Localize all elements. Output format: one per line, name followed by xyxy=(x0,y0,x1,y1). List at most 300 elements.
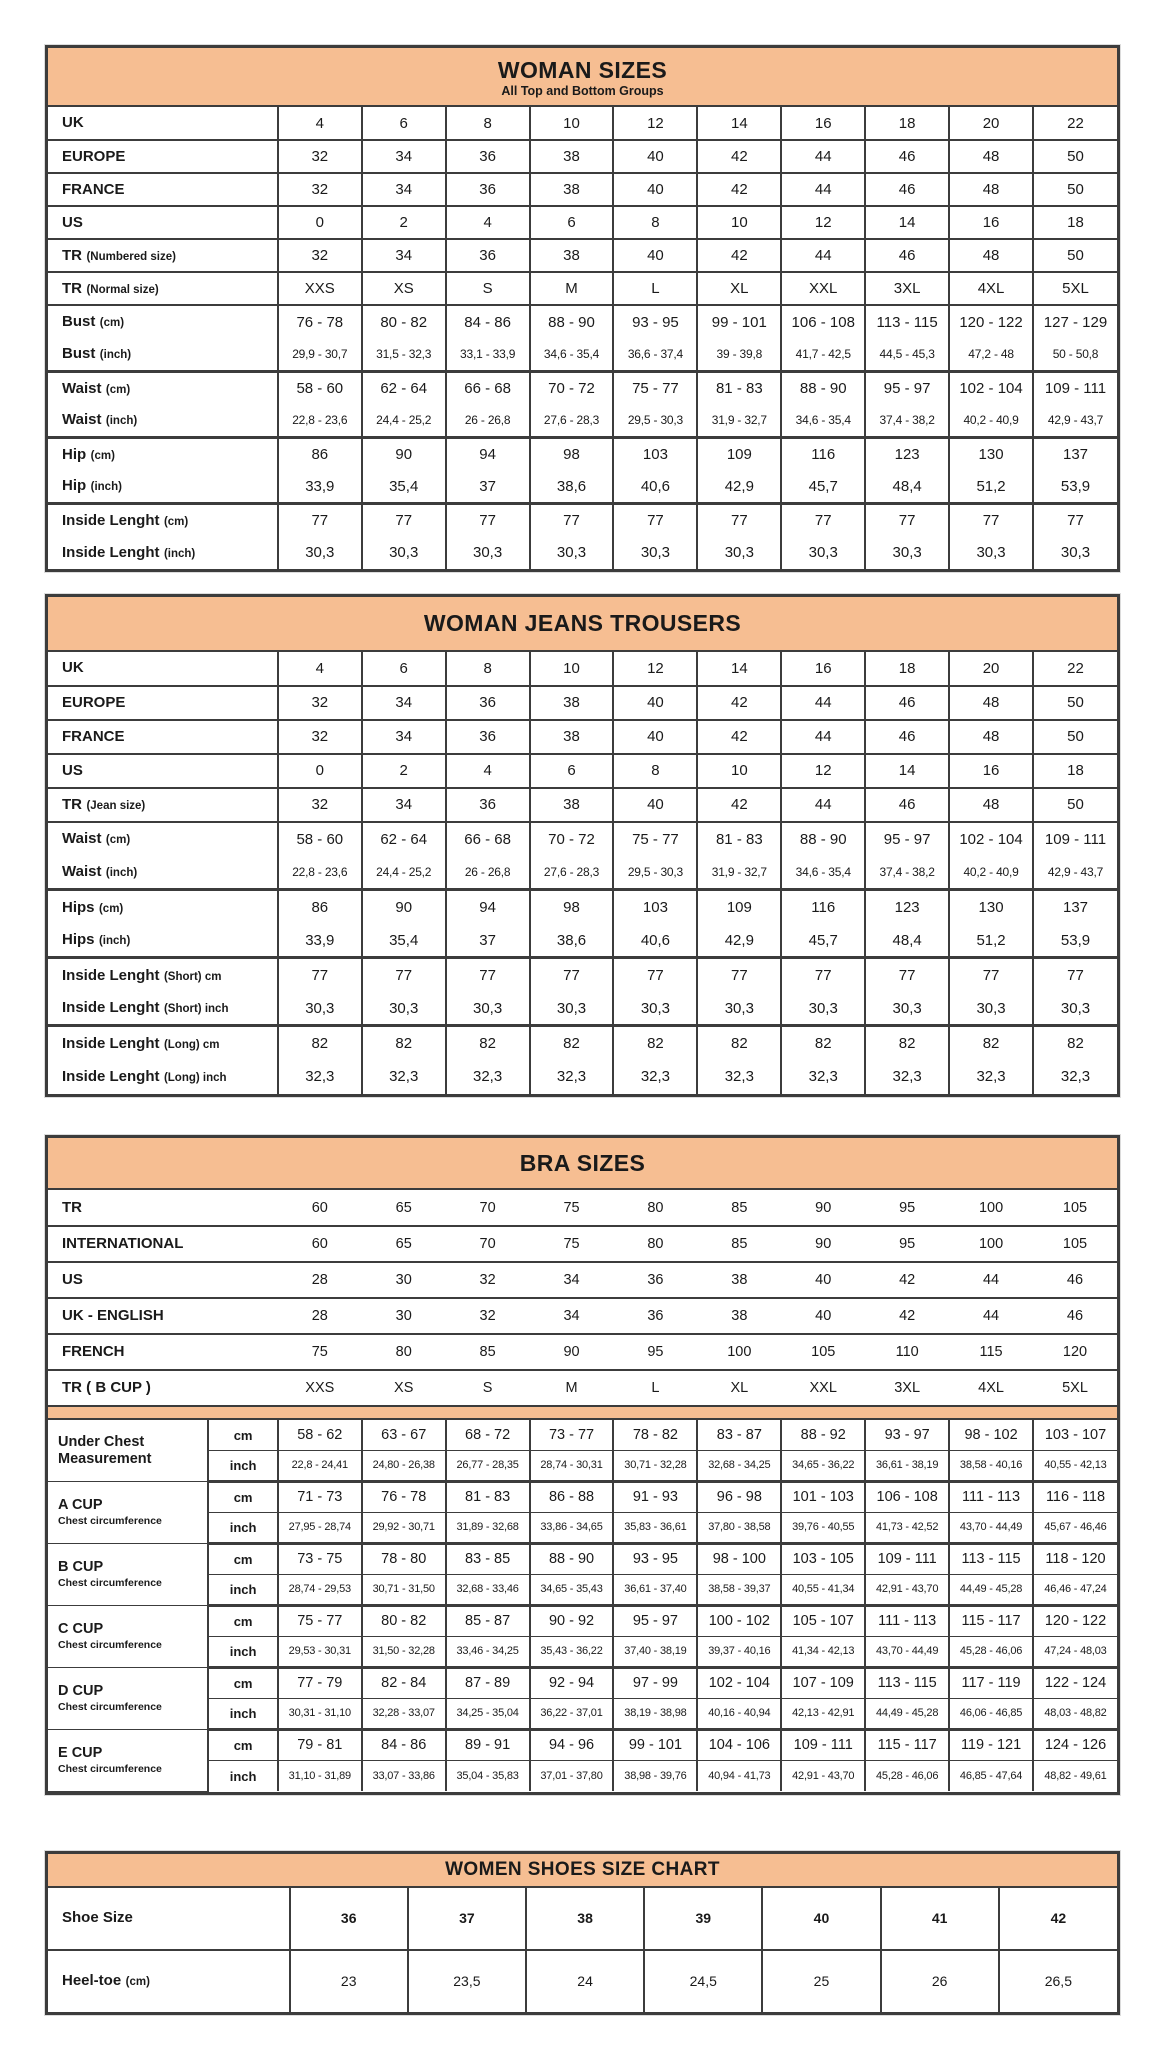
size-value: XXS xyxy=(278,272,362,305)
size-value: 48 xyxy=(949,686,1033,720)
size-value: 80 - 82 xyxy=(362,305,446,338)
size-value: 95 xyxy=(865,1190,949,1226)
size-value: 37,01 - 37,80 xyxy=(530,1760,614,1791)
size-value: 38 xyxy=(530,788,614,822)
size-value: 30,3 xyxy=(278,992,362,1026)
size-value: 38 xyxy=(530,173,614,206)
size-value: 80 xyxy=(613,1190,697,1226)
bra-sizes-title-band xyxy=(48,1138,1117,1190)
size-value: 116 xyxy=(781,437,865,470)
unit-label: cm xyxy=(208,1543,277,1574)
cup-label: B CUP Chest circumference xyxy=(48,1543,208,1605)
size-value: 91 - 93 xyxy=(613,1481,697,1512)
bra-sizes-section xyxy=(45,1135,1120,1795)
size-value: 76 - 78 xyxy=(362,1481,446,1512)
row-label: Bust (cm) xyxy=(62,313,125,331)
row-label: UK - ENGLISH xyxy=(48,1298,278,1334)
size-value: 32 xyxy=(446,1262,530,1298)
size-value: 123 xyxy=(865,437,949,470)
size-value: 86 xyxy=(278,890,362,924)
size-value: L xyxy=(651,1380,660,1397)
size-value: 32,3 xyxy=(865,1060,949,1094)
size-value: 77 xyxy=(278,503,362,536)
size-value: 32 xyxy=(446,1298,530,1334)
size-value: 51,2 xyxy=(949,470,1033,503)
size-value: 50 xyxy=(1033,720,1117,754)
row-label: Hips (cm) xyxy=(62,898,124,916)
size-value: XL xyxy=(730,1380,749,1397)
size-value: 40 xyxy=(613,239,697,272)
size-value: 42 xyxy=(865,1262,949,1298)
size-value: 48,4 xyxy=(865,470,949,503)
row-label: TR ( B CUP ) xyxy=(62,1379,151,1397)
size-value: 32 xyxy=(278,239,362,272)
size-value: 82 xyxy=(865,1026,949,1060)
size-value: 40 xyxy=(762,1888,880,1950)
size-value: L xyxy=(613,272,697,305)
size-value: 36 xyxy=(446,239,530,272)
size-value: 37,80 - 38,58 xyxy=(697,1512,781,1543)
size-value: 30,3 xyxy=(362,536,446,569)
table-title: WOMAN SIZES xyxy=(497,57,668,83)
size-value: 75 - 77 xyxy=(613,822,697,856)
size-value: 46 xyxy=(865,140,949,173)
size-value: 36,22 - 37,01 xyxy=(530,1698,614,1729)
size-value: 29,53 - 30,31 xyxy=(278,1636,362,1667)
size-value: 18 xyxy=(865,107,949,140)
size-value: 78 - 82 xyxy=(613,1419,697,1450)
size-value: 16 xyxy=(781,652,865,686)
size-value: 66 - 68 xyxy=(446,822,530,856)
size-value: 20 xyxy=(949,107,1033,140)
size-value: 77 xyxy=(865,503,949,536)
size-value: 82 xyxy=(781,1026,865,1060)
size-value: 10 xyxy=(530,652,614,686)
size-value: 41,73 - 42,52 xyxy=(865,1512,949,1543)
size-value: 36 xyxy=(446,788,530,822)
size-value: 106 - 108 xyxy=(865,1481,949,1512)
size-value: 40,16 - 40,94 xyxy=(697,1698,781,1729)
size-value: 80 xyxy=(613,1226,697,1262)
size-value: 30,31 - 31,10 xyxy=(278,1698,362,1729)
size-value: 46 xyxy=(865,686,949,720)
size-value: 30,3 xyxy=(1033,992,1117,1026)
size-value: 70 - 72 xyxy=(530,371,614,404)
size-value: 37,4 - 38,2 xyxy=(865,856,949,890)
size-value: 75 xyxy=(530,1190,614,1226)
size-value: 32,3 xyxy=(278,1060,362,1094)
size-value: 75 xyxy=(530,1226,614,1262)
size-value: 46 xyxy=(865,720,949,754)
size-value: 98 xyxy=(530,437,614,470)
divider-band xyxy=(48,1406,1117,1419)
size-value: 44 xyxy=(781,173,865,206)
size-value: 44 xyxy=(949,1298,1033,1334)
size-value: 30,71 - 31,50 xyxy=(362,1574,446,1605)
size-value: 68 - 72 xyxy=(446,1419,530,1450)
size-value: 110 xyxy=(865,1334,949,1370)
size-value: 46,85 - 47,64 xyxy=(949,1760,1033,1791)
row-label: Shoe Size xyxy=(48,1888,290,1950)
size-value: 100 xyxy=(697,1334,781,1370)
size-value: 44 xyxy=(781,239,865,272)
size-value: 30,3 xyxy=(613,992,697,1026)
size-value: 10 xyxy=(697,754,781,788)
size-value: 30,3 xyxy=(362,992,446,1026)
size-value: 97 - 99 xyxy=(613,1667,697,1698)
size-value: 30,3 xyxy=(781,992,865,1026)
size-value: 16 xyxy=(949,754,1033,788)
size-value: 41,7 - 42,5 xyxy=(781,338,865,371)
size-value: 40,55 - 42,13 xyxy=(1033,1450,1117,1481)
size-value: 119 - 121 xyxy=(949,1729,1033,1760)
row-label: TR xyxy=(48,1190,278,1226)
size-value: 32,3 xyxy=(781,1060,865,1094)
size-value: 30,3 xyxy=(781,536,865,569)
size-value: S xyxy=(482,1380,493,1397)
size-value: 32 xyxy=(278,720,362,754)
size-value: 23 xyxy=(290,1950,408,2012)
size-value: 50 xyxy=(1033,239,1117,272)
size-value: 48 xyxy=(949,140,1033,173)
size-value: 30,3 xyxy=(446,992,530,1026)
size-value: 33,1 - 33,9 xyxy=(446,338,530,371)
size-value: 42 xyxy=(697,686,781,720)
size-value: 46 xyxy=(865,173,949,206)
size-value: 44 xyxy=(781,686,865,720)
woman-jeans-title-band xyxy=(48,597,1117,651)
size-value: 30,3 xyxy=(530,992,614,1026)
size-value: 4 xyxy=(446,206,530,239)
size-value: 30,3 xyxy=(949,992,1033,1026)
unit-label: cm xyxy=(208,1667,277,1698)
size-value: 30,3 xyxy=(865,992,949,1026)
size-value: 42,9 xyxy=(697,470,781,503)
size-value: 28,74 - 29,53 xyxy=(278,1574,362,1605)
size-value: 41 xyxy=(881,1888,999,1950)
size-value: 32,68 - 34,25 xyxy=(697,1450,781,1481)
size-value: 103 xyxy=(613,437,697,470)
size-value: 18 xyxy=(1033,754,1117,788)
row-label: TR (Numbered size) xyxy=(48,239,278,272)
size-value: 109 - 111 xyxy=(865,1543,949,1574)
size-value: 4 xyxy=(446,754,530,788)
size-value: 18 xyxy=(1033,206,1117,239)
size-value: 22,8 - 24,41 xyxy=(278,1450,362,1481)
size-value: 120 - 122 xyxy=(1033,1605,1117,1636)
size-value: 48 xyxy=(949,173,1033,206)
size-value: 94 xyxy=(446,890,530,924)
size-value: 4XL xyxy=(949,272,1033,305)
size-value: XXS xyxy=(305,1380,335,1397)
size-value: 31,10 - 31,89 xyxy=(278,1760,362,1791)
size-value: 40 xyxy=(613,720,697,754)
size-value: 5XL xyxy=(1062,1380,1088,1397)
size-value: 73 - 77 xyxy=(530,1419,614,1450)
unit-label: cm xyxy=(208,1419,277,1450)
size-value: 42,9 - 43,7 xyxy=(1033,856,1117,890)
size-value: 38 xyxy=(530,686,614,720)
size-value: 34,65 - 36,22 xyxy=(781,1450,865,1481)
size-value: 33,86 - 34,65 xyxy=(530,1512,614,1543)
size-value: 34 xyxy=(362,720,446,754)
size-value: 77 xyxy=(362,503,446,536)
size-value: 36,61 - 37,40 xyxy=(613,1574,697,1605)
size-value: 35,43 - 36,22 xyxy=(530,1636,614,1667)
size-value: 40,94 - 41,73 xyxy=(697,1760,781,1791)
size-value: 4 xyxy=(278,107,362,140)
size-value: 50 - 50,8 xyxy=(1033,338,1117,371)
size-value: 44,49 - 45,28 xyxy=(949,1574,1033,1605)
size-value: 32,68 - 33,46 xyxy=(446,1574,530,1605)
size-value: 95 - 97 xyxy=(865,822,949,856)
size-value: 32 xyxy=(278,788,362,822)
size-value: 42 xyxy=(697,720,781,754)
size-value: 38 xyxy=(530,140,614,173)
size-value: 32,3 xyxy=(1033,1060,1117,1094)
row-label: TR (Normal size) xyxy=(48,272,278,305)
unit-label: cm xyxy=(208,1481,277,1512)
size-value: 89 - 91 xyxy=(446,1729,530,1760)
size-value: 77 xyxy=(697,958,781,992)
size-value: 24 xyxy=(526,1950,644,2012)
row-label: UK xyxy=(48,652,278,686)
size-value: 60 xyxy=(278,1226,362,1262)
size-value: 48,4 xyxy=(865,924,949,958)
size-value: 88 - 90 xyxy=(530,1543,614,1574)
size-value: 22,8 - 23,6 xyxy=(278,404,362,437)
unit-label: inch xyxy=(208,1574,277,1605)
size-value: 80 xyxy=(362,1334,446,1370)
size-value: 44,5 - 45,3 xyxy=(865,338,949,371)
size-value: 82 xyxy=(362,1026,446,1060)
size-value: 99 - 101 xyxy=(613,1729,697,1760)
size-value: 70 xyxy=(446,1226,530,1262)
size-value: 137 xyxy=(1033,890,1117,924)
size-value: 42,91 - 43,70 xyxy=(865,1574,949,1605)
size-value: 39 xyxy=(644,1888,762,1950)
size-value: 3XL xyxy=(865,272,949,305)
size-value: 34 xyxy=(362,173,446,206)
size-value: 29,5 - 30,3 xyxy=(613,404,697,437)
size-value: 84 - 86 xyxy=(446,305,530,338)
size-value: 93 - 97 xyxy=(865,1419,949,1450)
woman-jeans-grid xyxy=(48,652,1117,1094)
size-value: 76 - 78 xyxy=(278,305,362,338)
size-value: 38,98 - 39,76 xyxy=(613,1760,697,1791)
size-value: 12 xyxy=(781,206,865,239)
size-value: 38,58 - 39,37 xyxy=(697,1574,781,1605)
unit-label: inch xyxy=(208,1760,277,1791)
size-value: 35,4 xyxy=(362,924,446,958)
size-value: 93 - 95 xyxy=(613,305,697,338)
size-value: 27,95 - 28,74 xyxy=(278,1512,362,1543)
shoes-grid xyxy=(48,1888,1117,2012)
size-value: 94 - 96 xyxy=(530,1729,614,1760)
size-value: 23,5 xyxy=(408,1950,526,2012)
size-value: 77 xyxy=(697,503,781,536)
size-value: 90 xyxy=(530,1334,614,1370)
row-label: UK xyxy=(48,107,278,140)
table-title: WOMEN SHOES SIZE CHART xyxy=(445,1858,720,1880)
row-label: TR (Jean size) xyxy=(48,788,278,822)
size-value: 95 xyxy=(865,1226,949,1262)
size-value: 111 - 113 xyxy=(865,1605,949,1636)
size-value: 30,3 xyxy=(697,992,781,1026)
unit-label: inch xyxy=(208,1636,277,1667)
size-value: 105 xyxy=(1033,1190,1117,1226)
size-value: 6 xyxy=(530,754,614,788)
size-value: 45,67 - 46,46 xyxy=(1033,1512,1117,1543)
size-value: XL xyxy=(697,272,781,305)
size-value: 10 xyxy=(697,206,781,239)
size-value: 124 - 126 xyxy=(1033,1729,1117,1760)
size-value: 24,5 xyxy=(644,1950,762,2012)
size-value: 38,19 - 38,98 xyxy=(613,1698,697,1729)
size-value: 36 xyxy=(446,720,530,754)
size-value: 51,2 xyxy=(949,924,1033,958)
size-value: 36 xyxy=(446,173,530,206)
size-value: 100 xyxy=(949,1226,1033,1262)
size-value: 105 xyxy=(781,1334,865,1370)
size-value: 86 - 88 xyxy=(530,1481,614,1512)
size-value: 45,7 xyxy=(781,470,865,503)
size-value: 33,9 xyxy=(278,924,362,958)
row-label: Inside Lenght (inch) xyxy=(62,543,196,561)
size-value: 75 - 77 xyxy=(278,1605,362,1636)
size-value: 32 xyxy=(278,140,362,173)
cup-label: E CUP Chest circumference xyxy=(48,1729,208,1791)
size-value: 32 xyxy=(278,686,362,720)
size-value: 80 - 82 xyxy=(362,1605,446,1636)
woman-jeans-section xyxy=(45,594,1120,1096)
size-value: 130 xyxy=(949,890,1033,924)
row-label: Heel-toe (cm) xyxy=(62,1972,150,1990)
size-value: 40,2 - 40,9 xyxy=(949,404,1033,437)
size-value: 101 - 103 xyxy=(781,1481,865,1512)
size-value: 34 xyxy=(362,140,446,173)
size-value: 38,6 xyxy=(530,924,614,958)
size-value: 81 - 83 xyxy=(697,371,781,404)
size-value: 46,06 - 46,85 xyxy=(949,1698,1033,1729)
size-value: 31,50 - 32,28 xyxy=(362,1636,446,1667)
size-value: 42 xyxy=(999,1888,1117,1950)
size-value: 32,3 xyxy=(949,1060,1033,1094)
size-value: 137 xyxy=(1033,437,1117,470)
bra-sizes-grid xyxy=(48,1190,1117,1792)
size-value: 47,2 - 48 xyxy=(949,338,1033,371)
size-value: 83 - 85 xyxy=(446,1543,530,1574)
size-value: 10 xyxy=(530,107,614,140)
size-value: 75 - 77 xyxy=(613,371,697,404)
size-value: 58 - 60 xyxy=(278,822,362,856)
size-value: 44 xyxy=(781,788,865,822)
size-value: 50 xyxy=(1033,788,1117,822)
size-value: 113 - 115 xyxy=(949,1543,1033,1574)
woman-sizes-section xyxy=(45,45,1120,572)
size-value: 109 xyxy=(697,890,781,924)
size-value: 22 xyxy=(1033,107,1117,140)
size-value: 34 xyxy=(362,239,446,272)
size-value: 36,6 - 37,4 xyxy=(613,338,697,371)
size-value: 26 - 26,8 xyxy=(446,856,530,890)
size-value: 34 xyxy=(362,788,446,822)
size-value: 30,3 xyxy=(446,536,530,569)
size-value: 66 - 68 xyxy=(446,371,530,404)
size-value: 36 xyxy=(446,140,530,173)
woman-sizes-title-band xyxy=(48,48,1117,107)
size-value: 8 xyxy=(446,107,530,140)
size-value: 38 xyxy=(697,1298,781,1334)
size-value: XS xyxy=(362,272,446,305)
size-value: 73 - 75 xyxy=(278,1543,362,1574)
size-value: 34 xyxy=(362,686,446,720)
size-value: 4 xyxy=(278,652,362,686)
size-value: 82 xyxy=(530,1026,614,1060)
size-value: 58 - 62 xyxy=(278,1419,362,1450)
size-value: 8 xyxy=(613,206,697,239)
size-value: 90 - 92 xyxy=(530,1605,614,1636)
size-value: 38 xyxy=(697,1262,781,1298)
size-value: 94 xyxy=(446,437,530,470)
size-value: 42 xyxy=(697,788,781,822)
row-label: Inside Lenght (Short) inch xyxy=(48,992,278,1026)
size-value: 30,3 xyxy=(949,536,1033,569)
size-value: 48,82 - 49,61 xyxy=(1033,1760,1117,1791)
size-value: 37,40 - 38,19 xyxy=(613,1636,697,1667)
cup-label: A CUP Chest circumference xyxy=(48,1481,208,1543)
size-value: 96 - 98 xyxy=(697,1481,781,1512)
cup-label: Under Chest Measurement xyxy=(48,1419,208,1481)
size-value: 90 xyxy=(781,1226,865,1262)
size-value: 46 xyxy=(1033,1298,1117,1334)
size-value: 18 xyxy=(865,652,949,686)
size-value: 46,46 - 47,24 xyxy=(1033,1574,1117,1605)
size-value: 28 xyxy=(278,1262,362,1298)
size-value: 16 xyxy=(781,107,865,140)
size-value: 8 xyxy=(446,652,530,686)
size-value: 118 - 120 xyxy=(1033,1543,1117,1574)
bra-sizes-table xyxy=(45,1135,1120,1795)
size-value: 115 xyxy=(949,1334,1033,1370)
size-value: 82 xyxy=(1033,1026,1117,1060)
size-value: 88 - 92 xyxy=(781,1419,865,1450)
size-value: 120 xyxy=(1033,1334,1117,1370)
size-value: 58 - 60 xyxy=(278,371,362,404)
size-value: 109 - 111 xyxy=(1033,822,1117,856)
size-value: XXL xyxy=(809,1380,837,1397)
size-value: 63 - 67 xyxy=(362,1419,446,1450)
size-value: 98 - 102 xyxy=(949,1419,1033,1450)
size-value: 77 xyxy=(446,958,530,992)
size-value: 12 xyxy=(613,107,697,140)
size-value: 35,83 - 36,61 xyxy=(613,1512,697,1543)
size-value: 90 xyxy=(362,890,446,924)
size-value: 48 xyxy=(949,788,1033,822)
size-value: 30 xyxy=(362,1298,446,1334)
size-value: 84 - 86 xyxy=(362,1729,446,1760)
size-value: 106 - 108 xyxy=(781,305,865,338)
size-value: 77 xyxy=(1033,503,1117,536)
size-value: 14 xyxy=(865,754,949,788)
size-value: 82 - 84 xyxy=(362,1667,446,1698)
size-value: 30,3 xyxy=(530,536,614,569)
size-value: 35,04 - 35,83 xyxy=(446,1760,530,1791)
row-label: Bust (inch) xyxy=(48,338,278,371)
row-label: EUROPE xyxy=(48,140,278,173)
size-value: XS xyxy=(394,1380,414,1397)
size-value: 36,61 - 38,19 xyxy=(865,1450,949,1481)
